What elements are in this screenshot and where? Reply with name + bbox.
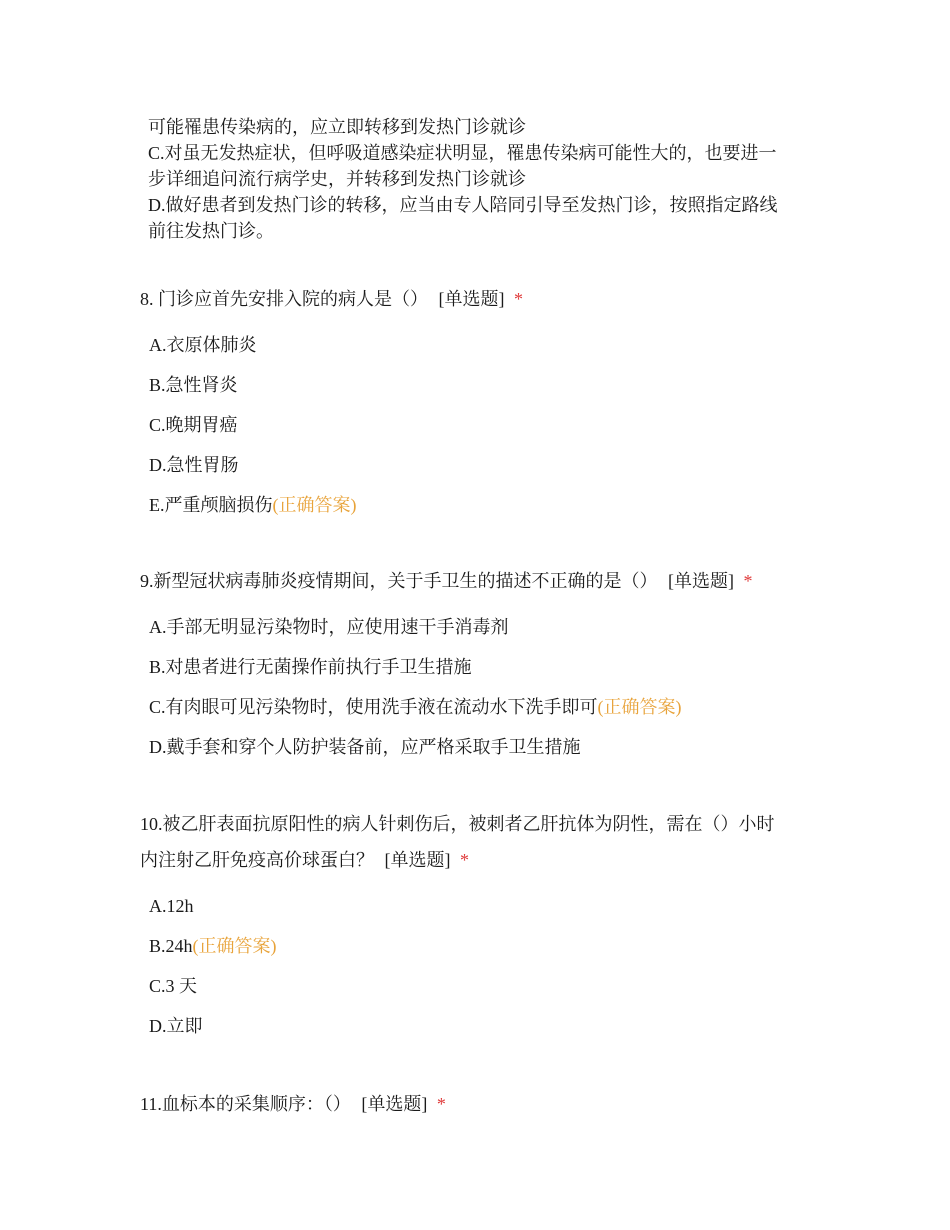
option-d: D.立即 xyxy=(149,1016,203,1036)
question-number: 9. xyxy=(140,571,154,591)
previous-question-continuation xyxy=(148,114,808,244)
question-9 xyxy=(140,563,810,767)
question-number: 10. xyxy=(140,814,163,834)
question-title xyxy=(140,563,810,599)
option-a: A.衣原体肺炎 xyxy=(149,335,257,355)
option-b: B.急性肾炎 xyxy=(149,375,238,395)
option-c: C.3 天 xyxy=(149,976,198,996)
question-title xyxy=(140,806,810,842)
continuation-line: C.对虽无发热症状，但呼吸道感染症状明显，罹患传染病可能性大的，也要进一 xyxy=(148,143,777,163)
option-d: D.戴手套和穿个人防护装备前，应严格采取手卫生措施 xyxy=(149,737,581,757)
question-title-line-2 xyxy=(140,842,810,878)
question-text: 血标本的采集顺序：（） xyxy=(161,1094,351,1114)
option-d: D.急性胃肠 xyxy=(149,455,239,475)
required-asterisk: * xyxy=(743,571,753,591)
question-type-label: [单选题] xyxy=(668,571,734,591)
options-list xyxy=(140,325,810,525)
question-8 xyxy=(140,281,810,525)
option-b-correct: B.24h(正确答案) xyxy=(149,936,277,956)
continuation-line: 前往发热门诊。 xyxy=(148,221,274,241)
correct-answer-tag: (正确答案) xyxy=(272,495,357,515)
correct-answer-tag: (正确答案) xyxy=(192,936,277,956)
option-b: B.对患者进行无菌操作前执行手卫生措施 xyxy=(149,657,472,677)
continuation-line: D.做好患者到发热门诊的转移，应当由专人陪同引导至发热门诊，按照指定路线 xyxy=(148,195,778,215)
required-asterisk: * xyxy=(514,289,523,309)
continuation-line: 步详细追问流行病学史，并转移到发热门诊就诊 xyxy=(148,169,526,189)
option-c-correct: C.有肉眼可见污染物时，使用洗手液在流动水下洗手即可(正确答案) xyxy=(149,697,682,717)
question-11 xyxy=(140,1086,810,1122)
options-list xyxy=(140,886,810,1046)
option-a: A.12h xyxy=(149,896,194,916)
question-type-label: [单选题] xyxy=(438,289,505,309)
continuation-line: 可能罹患传染病的，应立即转移到发热门诊就诊 xyxy=(148,117,526,137)
question-type-label: [单选题] xyxy=(384,850,451,870)
question-text: 门诊应首先安排入院的病人是（） xyxy=(158,289,428,309)
required-asterisk: * xyxy=(460,850,469,870)
required-asterisk: * xyxy=(436,1094,446,1114)
question-text: 被乙肝表面抗原阳性的病人针刺伤后，被刺者乙肝抗体为阴性，需在（）小时 xyxy=(162,814,775,834)
question-title xyxy=(140,1086,810,1122)
option-c: C.晚期胃癌 xyxy=(149,415,238,435)
question-text: 内注射乙肝免疫高价球蛋白？ xyxy=(140,850,374,870)
option-a: A.手部无明显污染物时，应使用速干手消毒剂 xyxy=(149,617,509,637)
question-type-label: [单选题] xyxy=(361,1094,428,1114)
question-text: 新型冠状病毒肺炎疫情期间，关于手卫生的描述不正确的是（） xyxy=(153,571,658,591)
options-list xyxy=(140,607,810,767)
question-10 xyxy=(140,806,810,1046)
option-e-correct: E.严重颅脑损伤(正确答案) xyxy=(149,495,357,515)
question-title xyxy=(140,281,810,317)
question-number: 8. xyxy=(140,289,154,309)
question-number: 11. xyxy=(140,1094,162,1114)
correct-answer-tag: (正确答案) xyxy=(597,697,682,717)
